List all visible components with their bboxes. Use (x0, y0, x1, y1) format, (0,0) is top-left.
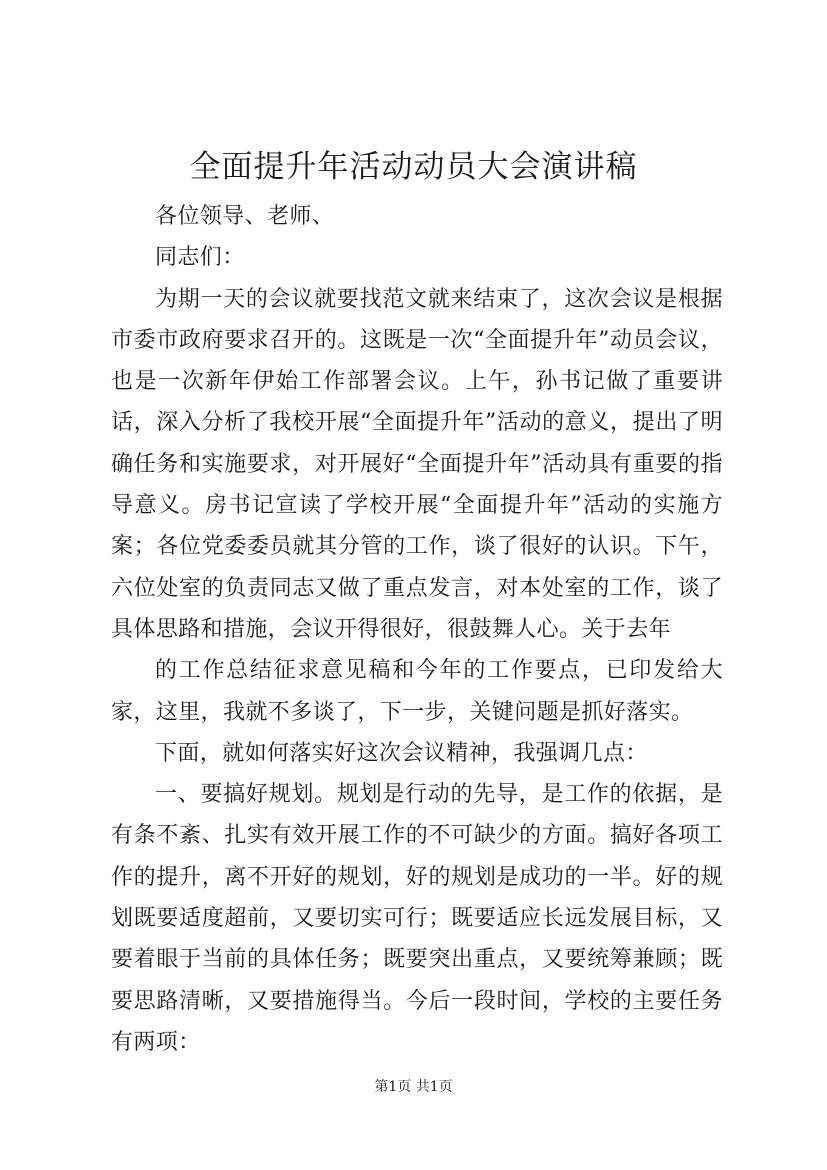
paragraph-planning: 一、要搞好规划。规划是行动的先导，是工作的依据，是有条不紊、扎实有效开展工作的不可缺少的方面。搞好各项工作的提升，离不开好的规划，好的规划是成功的一半。好的规划既要适度超前，又要切实可行；既要适应长远发展目标，又要着眼于当前的具体任务；既要突出重点，又要统筹兼顾；既要思路清晰，又要措施得当。今后一段时间，学校的主要任务有两项： (111, 782, 723, 1055)
page-number-footer: 第1页 共1页 (374, 1079, 453, 1095)
document-title: 全面提升年活动动员大会演讲稿 (189, 149, 638, 185)
paragraph-emphasis-intro: 下面，就如何落实好这次会议精神，我强调几点： (155, 740, 648, 766)
document-body (111, 196, 723, 1063)
paragraph-meeting-summary: 为期一天的会议就要找范文就来结束了，这次会议是根据市委市政府要求召开的。这既是一次“全面提升年”动员会议，也是一次新年伊始工作部署会议。上午，孙书记做了重要讲话，深入分析了我校开展“全面提升年”活动的意义，提出了明确任务和实施要求，对开展好“全面提升年”活动具有重要的指导意义。房书记宣读了学校开展“全面提升年”活动的实施方案；各位党委委员就其分管的工作，谈了很好的认识。下午，六位处室的负责同志又做了重点发言，对本处室的工作，谈了具体思路和措施，会议开得很好，很鼓舞人心。关于去年 (111, 286, 723, 642)
salutation-line-1: 各位领导、老师、 (155, 204, 335, 229)
paragraph-work-summary: 的工作总结征求意见稿和今年的工作要点，已印发给大家，这里，我就不多谈了，下一步，关键问题是抓好落实。 (111, 658, 723, 725)
salutation-line-2: 同志们： (155, 245, 245, 271)
